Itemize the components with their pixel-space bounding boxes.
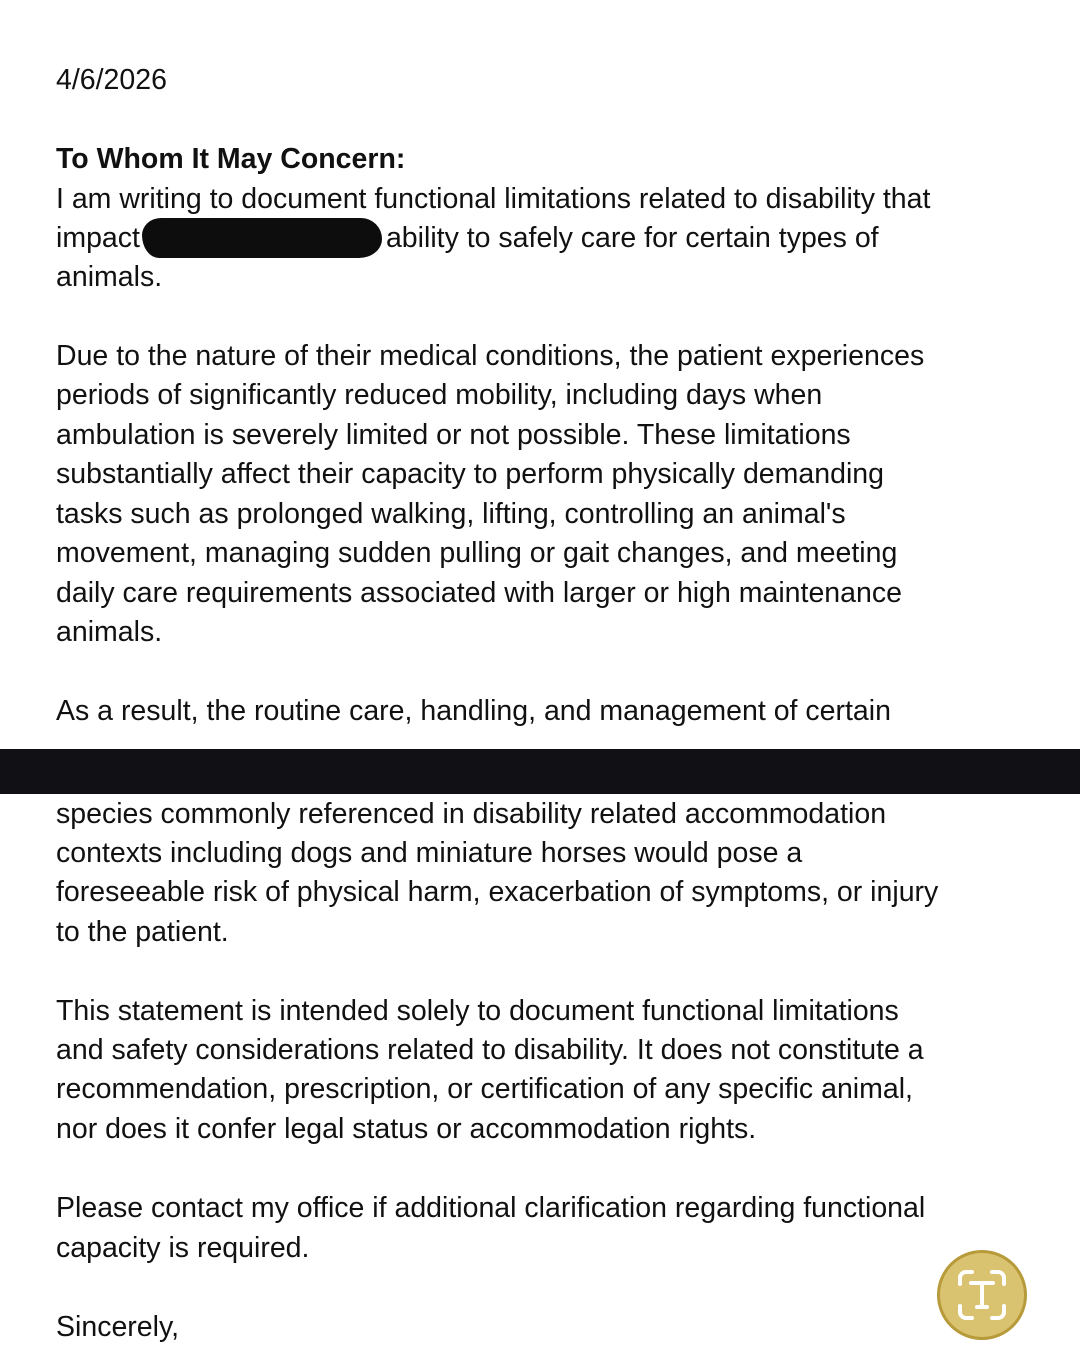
paragraph2-line: daily care requirements associated with larger or high maintenance [56,577,902,609]
text-scan-icon [947,1260,1017,1330]
letter-date: 4/6/2026 [56,64,167,96]
paragraph1-line2-start: impact [56,222,140,254]
paragraph1-line3: animals. [56,261,163,293]
paragraph5-line: capacity is required. [56,1232,310,1264]
salutation: To Whom It May Concern: [56,143,406,175]
paragraph4-line: and safety considerations related to disability. It does not constitute a [56,1034,924,1066]
paragraph4-line: nor does it confer legal status or accommodation rights. [56,1113,757,1145]
paragraph2-line: Due to the nature of their medical conditions, the patient experiences [56,340,925,372]
paragraph3-line: foreseeable risk of physical harm, exacerbation of symptoms, or injury [56,876,939,908]
paragraph3-line: contexts including dogs and miniature horses would pose a [56,837,803,869]
paragraph4-line: recommendation, prescription, or certification of any specific animal, [56,1073,913,1105]
paragraph3-line: to the patient. [56,916,229,948]
closing-line: Sincerely, [56,1311,180,1343]
paragraph1-line2-end: ability to safely care for certain types of [385,222,879,254]
paragraph2-line: animals. [56,616,163,648]
scan-divider [0,749,1080,794]
text-scan-button[interactable] [937,1250,1027,1340]
paragraph5-line: Please contact my office if additional clarification regarding functional [56,1192,926,1224]
paragraph2-line: substantially affect their capacity to perform physically demanding [56,458,884,490]
paragraph1-line1: I am writing to document functional limitations related to disability that [56,183,931,215]
paragraph4-line: This statement is intended solely to document functional limitations [56,995,899,1027]
paragraph2-line: tasks such as prolonged walking, lifting, controlling an animal's [56,498,846,530]
paragraph2-line: movement, managing sudden pulling or gait changes, and meeting [56,537,898,569]
paragraph3-top-line: As a result, the routine care, handling, and management of certain [56,695,891,727]
redaction-mark [142,218,382,258]
paragraph3-line: species commonly referenced in disability related accommodation [56,798,887,830]
paragraph1-line2 [56,219,879,259]
paragraph2-line: ambulation is severely limited or not possible. These limitations [56,419,851,451]
paragraph2-line: periods of significantly reduced mobility, including days when [56,379,823,411]
